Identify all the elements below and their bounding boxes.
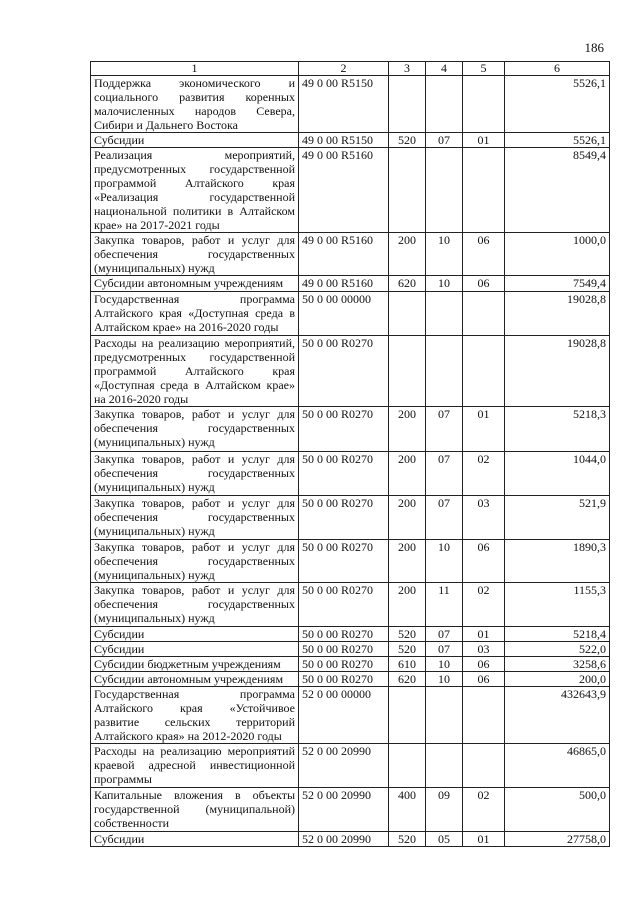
- expense-type: [389, 687, 426, 744]
- row-name: Капитальные вложения в объекты государственной (муниципальной) собственности: [91, 788, 299, 832]
- table-row: [91, 148, 610, 233]
- expense-type: 200: [389, 540, 426, 583]
- row-name: Субсидии автономным учреждениям: [91, 672, 299, 687]
- column-header: 6: [505, 62, 610, 76]
- amount: 8549,4: [505, 148, 610, 233]
- expense-type: 520: [389, 832, 426, 847]
- expense-type: 400: [389, 788, 426, 832]
- amount: 500,0: [505, 788, 610, 832]
- row-name: Закупка товаров, работ и услуг для обеспечения государственных (муниципальных) нужд: [91, 540, 299, 583]
- table-row: [91, 76, 610, 133]
- expense-type: 200: [389, 452, 426, 496]
- expense-type: 520: [389, 627, 426, 642]
- amount: 19028,8: [505, 336, 610, 407]
- subsection-code: 06: [463, 233, 505, 276]
- target-code: 50 0 00 00000: [299, 292, 389, 336]
- subsection-code: 01: [463, 407, 505, 452]
- row-name: Закупка товаров, работ и услуг для обеспечения государственных (муниципальных) нужд: [91, 583, 299, 627]
- expense-type: [389, 292, 426, 336]
- row-name: Закупка товаров, работ и услуг для обеспечения государственных (муниципальных) нужд: [91, 452, 299, 496]
- row-name: Поддержка экономического и социального развития коренных малочисленных народов Севера, Сибири и Дальнего Востока: [91, 76, 299, 133]
- column-header: 2: [299, 62, 389, 76]
- table-row: [91, 687, 610, 744]
- target-code: 52 0 00 00000: [299, 687, 389, 744]
- subsection-code: [463, 292, 505, 336]
- subsection-code: 02: [463, 452, 505, 496]
- amount: 522,0: [505, 642, 610, 657]
- table-row: [91, 744, 610, 788]
- amount: 432643,9: [505, 687, 610, 744]
- amount: 1000,0: [505, 233, 610, 276]
- section-code: 07: [426, 407, 463, 452]
- table-row: [91, 627, 610, 642]
- expense-type: 200: [389, 583, 426, 627]
- subsection-code: 02: [463, 583, 505, 627]
- table-row: [91, 133, 610, 148]
- expense-type: 610: [389, 657, 426, 672]
- target-code: 49 0 00 R5160: [299, 233, 389, 276]
- section-code: 10: [426, 657, 463, 672]
- table-header-row: [91, 62, 610, 76]
- subsection-code: [463, 744, 505, 788]
- amount: 7549,4: [505, 276, 610, 292]
- target-code: 50 0 00 R0270: [299, 672, 389, 687]
- amount: 5526,1: [505, 76, 610, 133]
- table-row: [91, 832, 610, 847]
- section-code: 07: [426, 642, 463, 657]
- row-name: Расходы на реализацию мероприятий, предусмотренных государственной программой Алтайского края «Доступная среда в Алтайском крае» на 2016-2020 годы: [91, 336, 299, 407]
- column-header: 4: [426, 62, 463, 76]
- target-code: 50 0 00 R0270: [299, 496, 389, 540]
- subsection-code: 06: [463, 276, 505, 292]
- table-row: [91, 672, 610, 687]
- amount: 46865,0: [505, 744, 610, 788]
- row-name: Закупка товаров, работ и услуг для обеспечения государственных (муниципальных) нужд: [91, 496, 299, 540]
- budget-table: [90, 61, 610, 847]
- table-row: [91, 657, 610, 672]
- section-code: 07: [426, 627, 463, 642]
- section-code: 10: [426, 233, 463, 276]
- table-row: [91, 336, 610, 407]
- expense-type: [389, 76, 426, 133]
- target-code: 50 0 00 R0270: [299, 540, 389, 583]
- amount: 1890,3: [505, 540, 610, 583]
- subsection-code: [463, 148, 505, 233]
- section-code: [426, 744, 463, 788]
- expense-type: 200: [389, 233, 426, 276]
- amount: 3258,6: [505, 657, 610, 672]
- row-name: Закупка товаров, работ и услуг для обеспечения государственных (муниципальных) нужд: [91, 407, 299, 452]
- target-code: 52 0 00 20990: [299, 744, 389, 788]
- expense-type: 200: [389, 496, 426, 540]
- target-code: 52 0 00 20990: [299, 788, 389, 832]
- row-name: Субсидии автономным учреждениям: [91, 276, 299, 292]
- row-name: Субсидии: [91, 133, 299, 148]
- subsection-code: 06: [463, 657, 505, 672]
- amount: 5526,1: [505, 133, 610, 148]
- row-name: Субсидии: [91, 627, 299, 642]
- section-code: 09: [426, 788, 463, 832]
- subsection-code: 01: [463, 832, 505, 847]
- target-code: 50 0 00 R0270: [299, 657, 389, 672]
- target-code: 50 0 00 R0270: [299, 642, 389, 657]
- subsection-code: 02: [463, 788, 505, 832]
- subsection-code: 01: [463, 133, 505, 148]
- row-name: Субсидии бюджетным учреждениям: [91, 657, 299, 672]
- target-code: 50 0 00 R0270: [299, 583, 389, 627]
- page-number: 186: [584, 40, 604, 55]
- section-code: 07: [426, 496, 463, 540]
- table-row: [91, 583, 610, 627]
- expense-type: 200: [389, 407, 426, 452]
- row-name: Государственная программа Алтайского края «Доступная среда в Алтайском крае» на 2016-2020 годы: [91, 292, 299, 336]
- amount: 200,0: [505, 672, 610, 687]
- amount: 1044,0: [505, 452, 610, 496]
- expense-type: 620: [389, 672, 426, 687]
- table-row: [91, 276, 610, 292]
- row-name: Государственная программа Алтайского края «Устойчивое развитие сельских территорий Алтайского края» на 2012-2020 годы: [91, 687, 299, 744]
- section-code: [426, 336, 463, 407]
- section-code: [426, 687, 463, 744]
- section-code: [426, 148, 463, 233]
- subsection-code: [463, 336, 505, 407]
- section-code: 10: [426, 540, 463, 583]
- subsection-code: 06: [463, 672, 505, 687]
- expense-type: 520: [389, 133, 426, 148]
- section-code: 07: [426, 133, 463, 148]
- target-code: 49 0 00 R5160: [299, 276, 389, 292]
- section-code: [426, 76, 463, 133]
- table-row: [91, 452, 610, 496]
- target-code: 52 0 00 20990: [299, 832, 389, 847]
- target-code: 49 0 00 R5160: [299, 148, 389, 233]
- target-code: 49 0 00 R5150: [299, 133, 389, 148]
- row-name: Закупка товаров, работ и услуг для обеспечения государственных (муниципальных) нужд: [91, 233, 299, 276]
- section-code: 05: [426, 832, 463, 847]
- target-code: 50 0 00 R0270: [299, 336, 389, 407]
- expense-type: 620: [389, 276, 426, 292]
- section-code: 11: [426, 583, 463, 627]
- table-row: [91, 540, 610, 583]
- subsection-code: [463, 76, 505, 133]
- section-code: 10: [426, 276, 463, 292]
- subsection-code: 03: [463, 642, 505, 657]
- row-name: Расходы на реализацию мероприятий краевой адресной инвестиционной программы: [91, 744, 299, 788]
- subsection-code: 03: [463, 496, 505, 540]
- table-row: [91, 642, 610, 657]
- expense-type: [389, 336, 426, 407]
- column-header: 3: [389, 62, 426, 76]
- amount: 5218,4: [505, 627, 610, 642]
- amount: 19028,8: [505, 292, 610, 336]
- target-code: 49 0 00 R5150: [299, 76, 389, 133]
- row-name: Субсидии: [91, 832, 299, 847]
- subsection-code: 01: [463, 627, 505, 642]
- amount: 521,9: [505, 496, 610, 540]
- column-header: 5: [463, 62, 505, 76]
- section-code: 10: [426, 672, 463, 687]
- target-code: 50 0 00 R0270: [299, 627, 389, 642]
- table-row: [91, 407, 610, 452]
- amount: 5218,3: [505, 407, 610, 452]
- table-row: [91, 292, 610, 336]
- table-row: [91, 788, 610, 832]
- target-code: 50 0 00 R0270: [299, 407, 389, 452]
- section-code: 07: [426, 452, 463, 496]
- table-row: [91, 233, 610, 276]
- subsection-code: [463, 687, 505, 744]
- section-code: [426, 292, 463, 336]
- expense-type: [389, 148, 426, 233]
- table-row: [91, 496, 610, 540]
- expense-type: 520: [389, 642, 426, 657]
- subsection-code: 06: [463, 540, 505, 583]
- column-header: 1: [91, 62, 299, 76]
- row-name: Реализация мероприятий, предусмотренных государственной программой Алтайского края «Реализация государственной национальной политики в Алтайском крае» на 2017-2021 годы: [91, 148, 299, 233]
- amount: 1155,3: [505, 583, 610, 627]
- row-name: Субсидии: [91, 642, 299, 657]
- expense-type: [389, 744, 426, 788]
- target-code: 50 0 00 R0270: [299, 452, 389, 496]
- amount: 27758,0: [505, 832, 610, 847]
